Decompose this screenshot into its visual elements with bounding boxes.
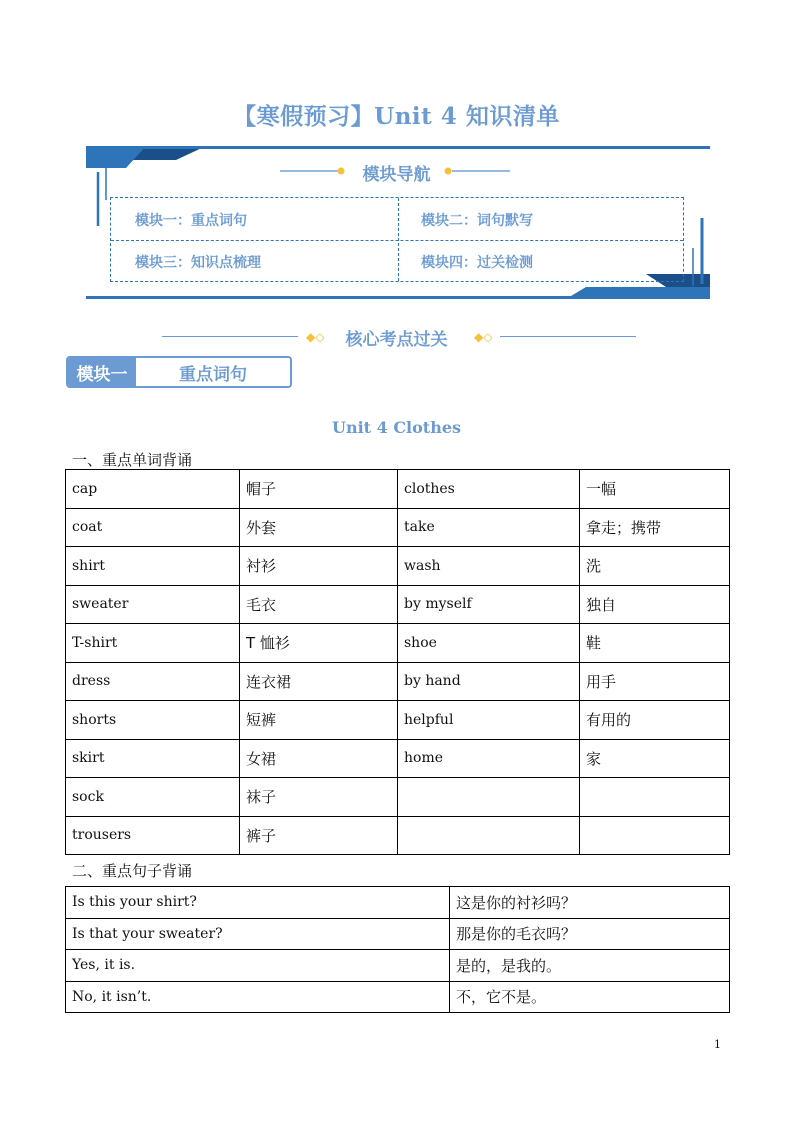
vocab-english-cell: by hand: [398, 662, 580, 701]
vocab-english-cell: take: [398, 508, 580, 547]
vocab-chinese-cell: 一幅: [580, 470, 730, 509]
vocab-chinese-cell: 衬衫: [240, 547, 398, 586]
vocab-english-cell: sweater: [66, 585, 240, 624]
sentence-row: [66, 950, 730, 982]
vocab-chinese-cell: 拿走；携带: [580, 508, 730, 547]
module-name: 重点词句: [179, 364, 247, 385]
vocab-english-cell: T-shirt: [66, 624, 240, 663]
vocab-chinese-cell: 毛衣: [240, 585, 398, 624]
vocab-english-cell: dress: [66, 662, 240, 701]
vocab-english-cell: shorts: [66, 701, 240, 740]
vocab-english-cell: by myself: [398, 585, 580, 624]
nav-heading: 模块导航: [362, 165, 431, 185]
vocab-english-cell: shoe: [398, 624, 580, 663]
sentence-row: [66, 887, 730, 919]
sentence-english-cell: No, it isn’t.: [66, 981, 450, 1013]
nav-item-module-1[interactable]: 模块一：重点词句: [135, 213, 247, 229]
vocab-english-cell: helpful: [398, 701, 580, 740]
sentence-chinese-cell: 不，它不是。: [450, 981, 730, 1013]
page-number: 1: [714, 1038, 721, 1051]
vocab-chinese-cell: 帽子: [240, 470, 398, 509]
sentence-chinese-cell: 这是你的衬衫吗？: [450, 887, 730, 919]
sentence-row: [66, 981, 730, 1013]
vocab-row: [66, 778, 730, 817]
diamond-icon: ◆◇: [306, 330, 325, 344]
vocab-chinese-cell: 短裤: [240, 701, 398, 740]
nav-item-module-4[interactable]: 模块四：过关检测: [421, 255, 533, 271]
vocab-english-cell: [398, 816, 580, 855]
sentence-english-cell: Is this your shirt?: [66, 887, 450, 919]
sentence-row: [66, 918, 730, 950]
vocab-english-cell: trousers: [66, 816, 240, 855]
unit-heading: Unit 4 Clothes: [331, 418, 462, 437]
vocab-chinese-cell: T 恤衫: [240, 624, 398, 663]
vocab-row: [66, 739, 730, 778]
sentence-table: [65, 886, 730, 1013]
nav-grid: [110, 197, 684, 282]
vocab-chinese-cell: 外套: [240, 508, 398, 547]
vocab-chinese-cell: 女裙: [240, 739, 398, 778]
vocab-english-cell: cap: [66, 470, 240, 509]
vocab-english-cell: clothes: [398, 470, 580, 509]
diamond-icon: ◆◇: [474, 330, 493, 344]
vocab-row: [66, 508, 730, 547]
vocab-chinese-cell: 鞋: [580, 624, 730, 663]
core-heading: 核心考点过关: [345, 330, 448, 350]
page-title: 【寒假预习】Unit 4 知识清单: [233, 103, 560, 130]
vocab-row: [66, 662, 730, 701]
vocab-chinese-cell: 连衣裙: [240, 662, 398, 701]
vocab-row: [66, 701, 730, 740]
vocab-english-cell: wash: [398, 547, 580, 586]
sentence-english-cell: Is that your sweater?: [66, 918, 450, 950]
nav-item-module-2[interactable]: 模块二：词句默写: [421, 213, 533, 229]
vocab-table: [65, 469, 730, 855]
vocab-english-cell: sock: [66, 778, 240, 817]
module-tag: [66, 356, 292, 388]
sentence-chinese-cell: 那是你的毛衣吗？: [450, 918, 730, 950]
vocab-row: [66, 816, 730, 855]
vocab-english-cell: home: [398, 739, 580, 778]
vocab-chinese-cell: [580, 816, 730, 855]
vocab-chinese-cell: 用手: [580, 662, 730, 701]
vocab-chinese-cell: 袜子: [240, 778, 398, 817]
vocab-chinese-cell: 裤子: [240, 816, 398, 855]
vocab-chinese-cell: 有用的: [580, 701, 730, 740]
section-label-sentences: 二、重点句子背诵: [72, 862, 193, 880]
vocab-english-cell: skirt: [66, 739, 240, 778]
vocab-english-cell: shirt: [66, 547, 240, 586]
section-label-words: 一、重点单词背诵: [72, 451, 193, 469]
vocab-row: [66, 624, 730, 663]
sentence-chinese-cell: 是的，是我的。: [450, 950, 730, 982]
vocab-chinese-cell: 洗: [580, 547, 730, 586]
nav-item-module-3[interactable]: 模块三：知识点梳理: [135, 255, 261, 271]
vocab-row: [66, 470, 730, 509]
core-heading-right-line: [500, 336, 636, 337]
vocab-chinese-cell: 家: [580, 739, 730, 778]
vocab-chinese-cell: 独自: [580, 585, 730, 624]
module-number: 模块一: [68, 358, 136, 386]
vocab-row: [66, 547, 730, 586]
sentence-english-cell: Yes, it is.: [66, 950, 450, 982]
vocab-chinese-cell: [580, 778, 730, 817]
vocab-english-cell: [398, 778, 580, 817]
vocab-row: [66, 585, 730, 624]
vocab-english-cell: coat: [66, 508, 240, 547]
